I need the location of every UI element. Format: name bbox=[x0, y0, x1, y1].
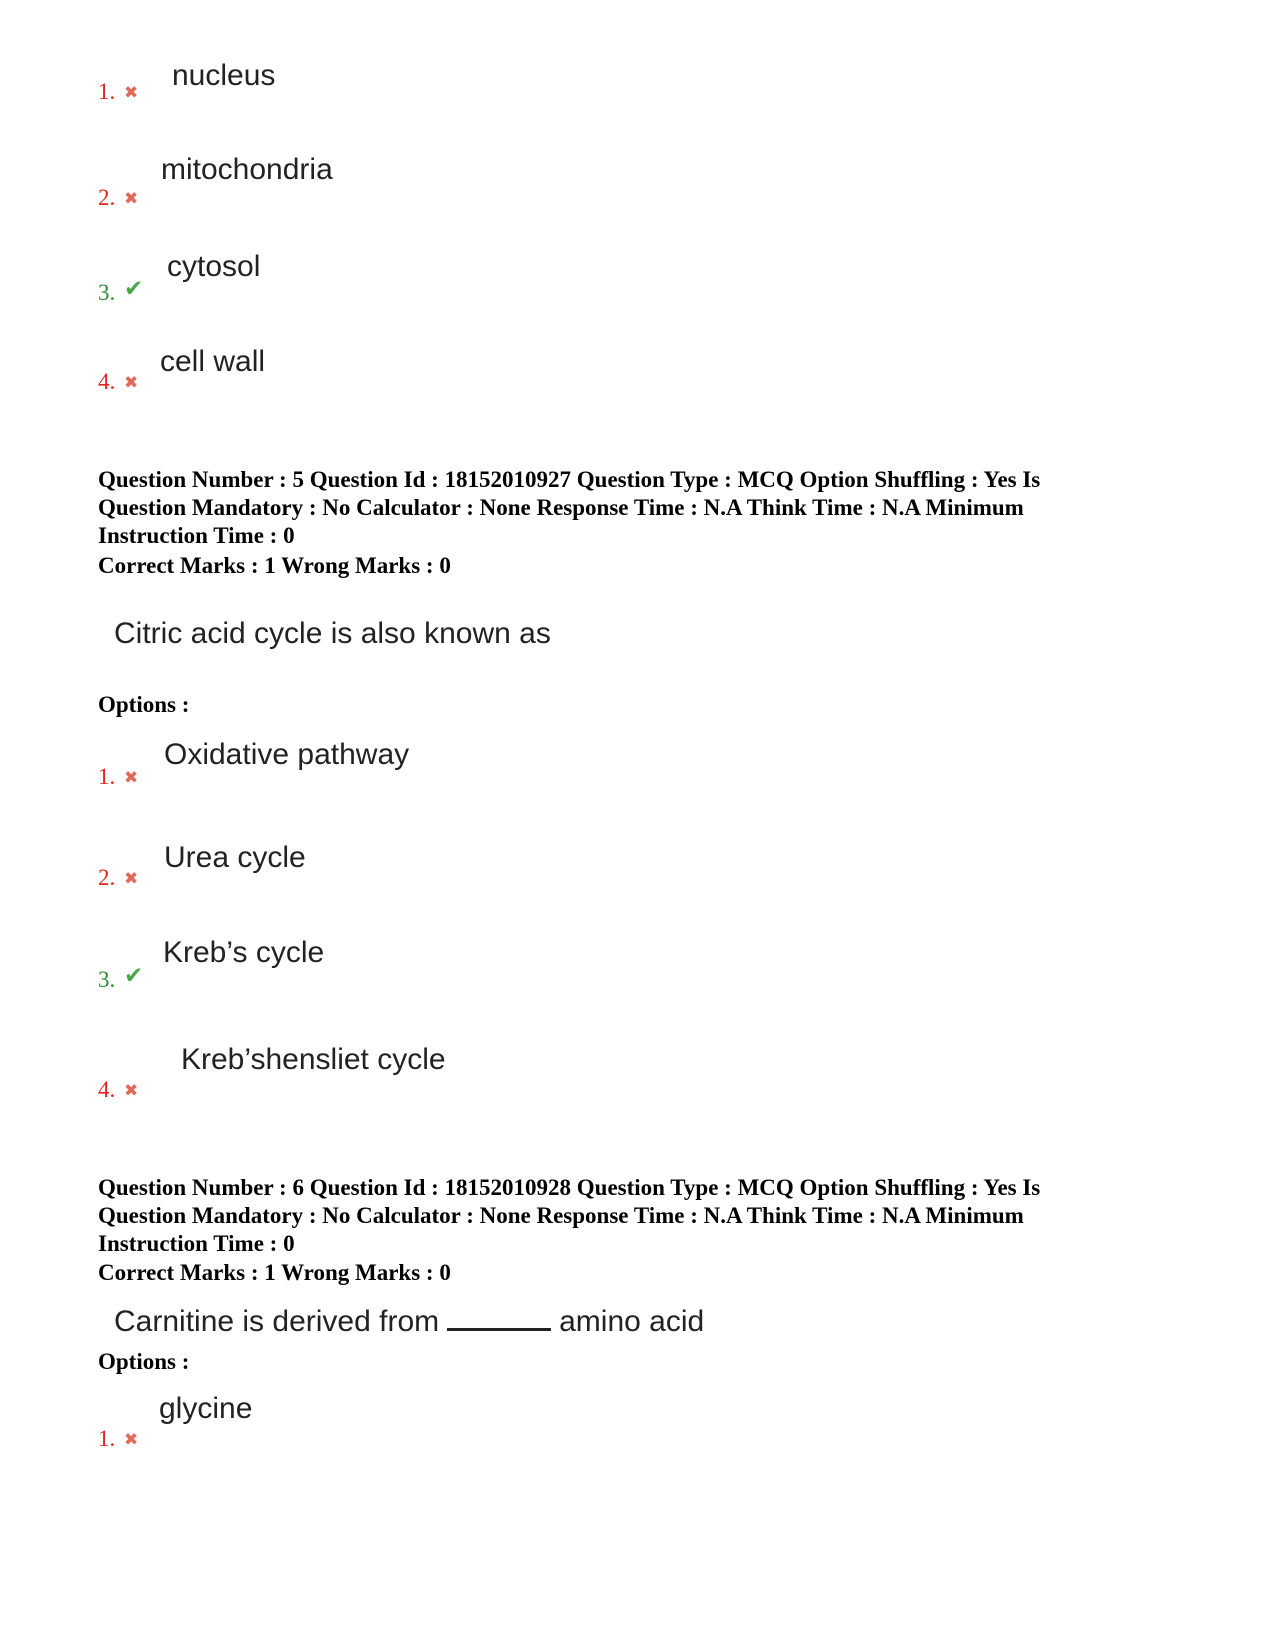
q5-question-text: Citric acid cycle is also known as bbox=[114, 617, 551, 650]
option-text: nucleus bbox=[172, 59, 276, 92]
wrong-cross-icon: ✖ bbox=[124, 189, 139, 209]
q6-question-text bbox=[114, 1302, 704, 1339]
option-text: cell wall bbox=[160, 345, 266, 378]
option-number: 2. bbox=[98, 185, 116, 210]
q6-marks: Correct Marks : 1 Wrong Marks : 0 bbox=[98, 1260, 451, 1285]
option-text: Kreb’shensliet cycle bbox=[181, 1043, 446, 1076]
q6-meta bbox=[98, 1174, 1188, 1258]
meta-line: Instruction Time : 0 bbox=[98, 523, 295, 548]
q5-marks: Correct Marks : 1 Wrong Marks : 0 bbox=[98, 553, 451, 578]
question-text-before-blank: Carnitine is derived from bbox=[114, 1305, 440, 1338]
option-number: 4. bbox=[98, 1077, 116, 1102]
option-text: Oxidative pathway bbox=[164, 738, 410, 771]
question-text-after-blank: amino acid bbox=[559, 1305, 705, 1338]
correct-check-icon: ✔ bbox=[124, 963, 144, 989]
option-number: 3. bbox=[98, 280, 116, 305]
meta-line: Instruction Time : 0 bbox=[98, 1231, 295, 1256]
option-number: 4. bbox=[98, 369, 116, 394]
option-text: Kreb’s cycle bbox=[163, 936, 325, 969]
option-number: 3. bbox=[98, 967, 116, 992]
option-number: 1. bbox=[98, 79, 116, 104]
q5-options-label: Options : bbox=[98, 692, 190, 717]
option-number: 1. bbox=[98, 764, 116, 789]
option-text: mitochondria bbox=[161, 153, 333, 186]
wrong-cross-icon: ✖ bbox=[124, 768, 139, 788]
meta-line: Question Mandatory : No Calculator : None Response Time : N.A Think Time : N.A Minimum bbox=[98, 1203, 1024, 1228]
meta-line: Question Mandatory : No Calculator : None Response Time : N.A Think Time : N.A Minimum bbox=[98, 495, 1024, 520]
wrong-cross-icon: ✖ bbox=[124, 1430, 139, 1450]
q6-options-label: Options : bbox=[98, 1349, 190, 1374]
wrong-cross-icon: ✖ bbox=[124, 373, 139, 393]
q5-meta bbox=[98, 466, 1188, 550]
correct-check-icon: ✔ bbox=[124, 276, 144, 302]
option-number: 2. bbox=[98, 865, 116, 890]
option-text: glycine bbox=[159, 1392, 253, 1425]
meta-line: Question Number : 6 Question Id : 18152010928 Question Type : MCQ Option Shuffling : Yes Is bbox=[98, 1175, 1041, 1200]
wrong-cross-icon: ✖ bbox=[124, 869, 139, 889]
option-text: cytosol bbox=[167, 250, 261, 283]
meta-line: Question Number : 5 Question Id : 18152010927 Question Type : MCQ Option Shuffling : Yes Is bbox=[98, 467, 1041, 492]
answer-blank-line bbox=[447, 1302, 551, 1331]
wrong-cross-icon: ✖ bbox=[124, 1081, 139, 1101]
option-number: 1. bbox=[98, 1426, 116, 1451]
wrong-cross-icon: ✖ bbox=[124, 83, 139, 103]
option-text: Urea cycle bbox=[164, 841, 306, 874]
